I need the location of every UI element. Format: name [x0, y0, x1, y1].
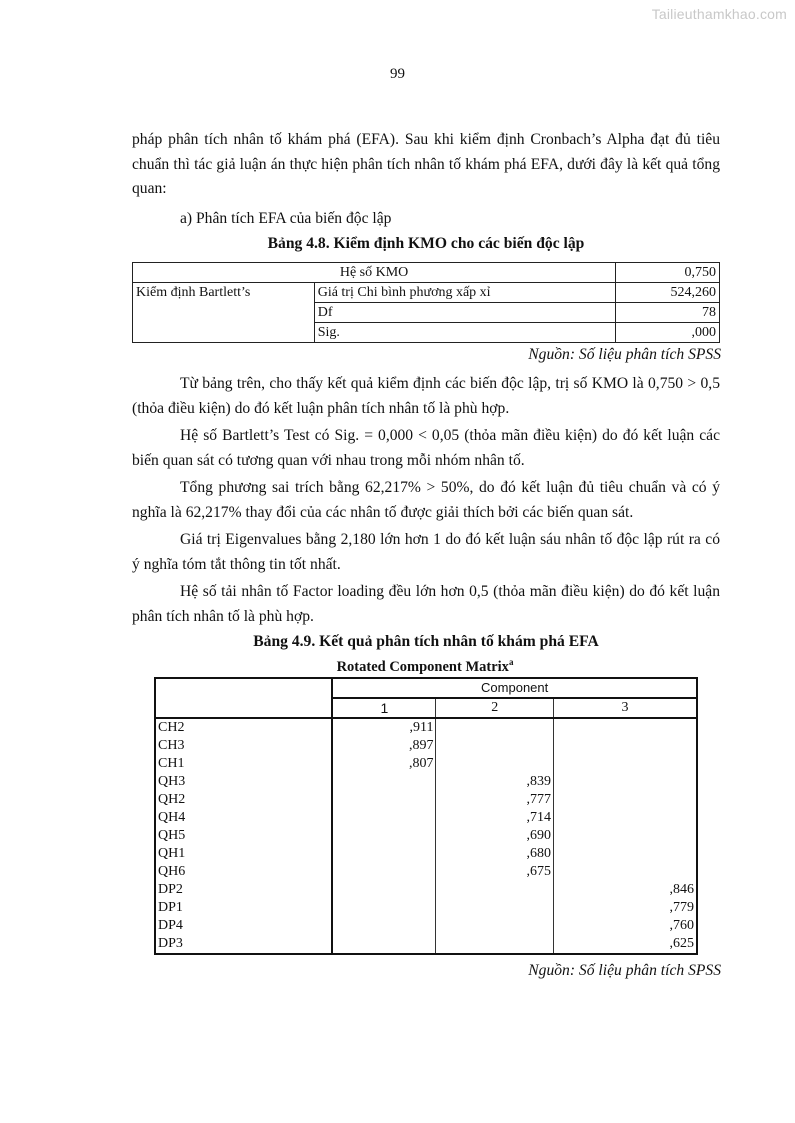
loading-component-2 [436, 917, 554, 935]
variable-name: QH6 [155, 863, 332, 881]
loading-component-3 [554, 791, 697, 809]
component-col-1: 1 [332, 698, 436, 718]
loading-component-2: ,675 [436, 863, 554, 881]
subheading-efa-independent: a) Phân tích EFA của biến độc lập [180, 210, 392, 227]
table-row [155, 845, 697, 863]
component-col-2: 2 [436, 698, 554, 718]
variable-name: QH2 [155, 791, 332, 809]
loading-component-1: ,911 [332, 718, 436, 737]
variable-name: DP2 [155, 881, 332, 899]
variable-name: QH4 [155, 809, 332, 827]
rotated-matrix-title-text: Rotated Component Matrix [336, 658, 509, 675]
loading-component-3: ,846 [554, 881, 697, 899]
table-row [155, 773, 697, 791]
paragraph-bartlett: Hệ số Bartlett’s Test có Sig. = 0,000 < 0,05 (thỏa mãn điều kiện) do đó kết luận các biến quan sát có tương quan với nhau trong mỗi nhóm nhân tố. [132, 427, 720, 469]
table-row [155, 737, 697, 755]
loading-component-3 [554, 863, 697, 881]
table1-source: Nguồn: Số liệu phân tích SPSS [528, 346, 721, 363]
table-row [155, 935, 697, 954]
table2-caption: Bảng 4.9. Kết quả phân tích nhân tố khám phá EFA [253, 633, 599, 650]
bartlett-row [133, 283, 720, 303]
loading-component-3 [554, 755, 697, 773]
rotated-component-matrix [154, 677, 698, 955]
variable-name: DP4 [155, 917, 332, 935]
rotated-matrix-title-sup: a [508, 657, 514, 667]
variable-name: DP3 [155, 935, 332, 954]
chi-square-label: Giá trị Chi bình phương xấp xỉ [314, 283, 615, 303]
loading-component-1 [332, 863, 436, 881]
loading-component-2 [436, 755, 554, 773]
matrix-header-row-1 [155, 678, 697, 698]
matrix-body [155, 718, 697, 954]
loading-component-1 [332, 917, 436, 935]
loading-component-2: ,714 [436, 809, 554, 827]
kmo-value: 0,750 [616, 263, 720, 283]
loading-component-2: ,777 [436, 791, 554, 809]
paragraph-intro: pháp phân tích nhân tố khám phá (EFA). Sau khi kiểm định Cronbach’s Alpha đạt đủ tiêu chuẩn thì tác giả luận án thực hiện phân tích nhân tố khám phá EFA, dưới đây là kết quả tổng quan: [132, 131, 720, 197]
variable-name: CH3 [155, 737, 332, 755]
loading-component-2: ,690 [436, 827, 554, 845]
loading-component-3: ,760 [554, 917, 697, 935]
loading-component-2 [436, 899, 554, 917]
loading-component-3 [554, 773, 697, 791]
loading-component-3: ,779 [554, 899, 697, 917]
bartlett-label: Kiểm định Bartlett’s [133, 283, 315, 343]
loading-component-1 [332, 935, 436, 954]
variable-name: QH5 [155, 827, 332, 845]
loading-component-1 [332, 773, 436, 791]
loading-component-1 [332, 809, 436, 827]
component-col-3: 3 [554, 698, 697, 718]
watermark: Tailieuthamkhao.com [651, 6, 787, 22]
table-row [155, 791, 697, 809]
table-row [155, 809, 697, 827]
table-row [155, 718, 697, 737]
loading-component-3 [554, 718, 697, 737]
table-row [155, 863, 697, 881]
table-row [155, 827, 697, 845]
table-row [155, 899, 697, 917]
loading-component-3: ,625 [554, 935, 697, 954]
chi-square-value: 524,260 [616, 283, 720, 303]
variable-name: CH1 [155, 755, 332, 773]
paragraph-eigenvalues: Giá trị Eigenvalues bằng 2,180 lớn hơn 1 do đó kết luận sáu nhân tố độc lập rút ra có ý nghĩa tóm tắt thông tin tốt nhất. [132, 531, 720, 573]
variable-name: QH3 [155, 773, 332, 791]
variable-name: CH2 [155, 718, 332, 737]
matrix-corner-cell [155, 678, 332, 718]
variable-name: QH1 [155, 845, 332, 863]
df-value: 78 [616, 303, 720, 323]
page-number: 99 [390, 66, 405, 82]
table2-source: Nguồn: Số liệu phân tích SPSS [528, 962, 721, 979]
kmo-table [132, 262, 720, 343]
paragraph-variance: Tổng phương sai trích bằng 62,217% > 50%, do đó kết luận đủ tiêu chuẩn và có ý nghĩa là 62,217% thay đổi của các nhân tố được giải thích bởi các biến quan sát. [132, 479, 720, 521]
sig-value: ,000 [616, 323, 720, 343]
loading-component-2 [436, 935, 554, 954]
sig-label: Sig. [314, 323, 615, 343]
kmo-row [133, 263, 720, 283]
loading-component-3 [554, 845, 697, 863]
paragraph-kmo: Từ bảng trên, cho thấy kết quả kiểm định các biến độc lập, trị số KMO là 0,750 > 0,5 (thỏa điều kiện) do đó kết luận phân tích nhân tố là phù hợp. [132, 375, 720, 417]
variable-name: DP1 [155, 899, 332, 917]
loading-component-1 [332, 899, 436, 917]
table-row [155, 755, 697, 773]
paragraph-factor-loading: Hệ số tải nhân tố Factor loading đều lớn hơn 0,5 (thỏa mãn điều kiện) do đó kết luận phân tích nhân tố là phù hợp. [132, 583, 720, 625]
loading-component-1 [332, 791, 436, 809]
loading-component-3 [554, 809, 697, 827]
loading-component-1 [332, 881, 436, 899]
component-header: Component [332, 678, 697, 698]
df-label: Df [314, 303, 615, 323]
loading-component-1 [332, 845, 436, 863]
loading-component-1: ,807 [332, 755, 436, 773]
loading-component-1 [332, 827, 436, 845]
loading-component-3 [554, 827, 697, 845]
table-row [155, 881, 697, 899]
kmo-label: Hệ số KMO [133, 263, 616, 283]
loading-component-2: ,839 [436, 773, 554, 791]
rotated-matrix-title [0, 657, 795, 676]
loading-component-2 [436, 718, 554, 737]
loading-component-2 [436, 881, 554, 899]
table1-caption: Bảng 4.8. Kiểm định KMO cho các biến độc lập [267, 235, 585, 252]
loading-component-2 [436, 737, 554, 755]
loading-component-1: ,897 [332, 737, 436, 755]
loading-component-2: ,680 [436, 845, 554, 863]
table-row [155, 917, 697, 935]
loading-component-3 [554, 737, 697, 755]
